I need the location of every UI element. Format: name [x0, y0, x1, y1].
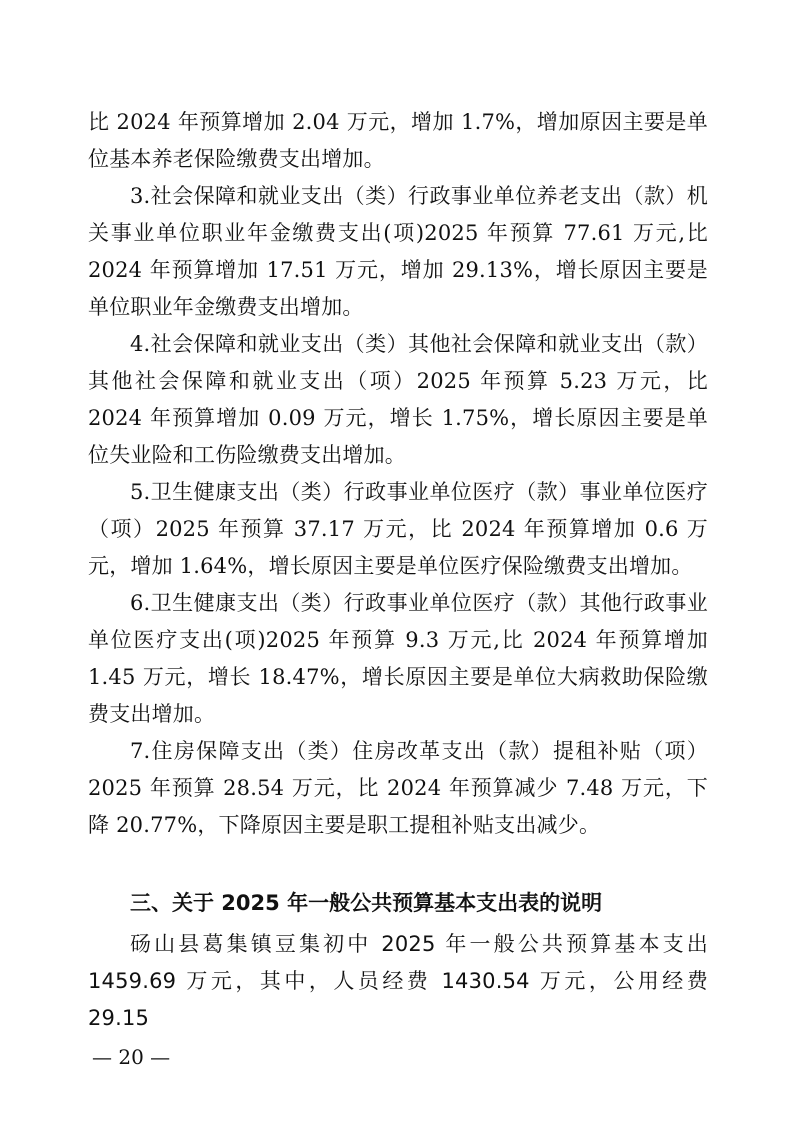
paragraph-housing-subsidy: 7.住房保障支出（类）住房改革支出（款）提租补贴（项）2025 年预算 28.54 万元，比 2024 年预算减少 7.48 万元，下降 20.77%，下降原因主要是职工提租补贴支出减少。: [88, 739, 708, 837]
paragraph-pension-continuation: 比 2024 年预算增加 2.04 万元，增加 1.7%，增加原因主要是单位基本养老保险缴费支出增加。: [88, 110, 708, 171]
paragraph-public-institution-medical: 5.卫生健康支出（类）行政事业单位医疗（款）事业单位医疗（项）2025 年预算 37.17 万元，比 2024 年预算增加 0.6 万元，增加 1.64%，增长原因主要是单位医疗保险缴费支出增加。: [88, 480, 708, 578]
paragraph-other-social-security: 4.社会保障和就业支出（类）其他社会保障和就业支出（款）其他社会保障和就业支出（项）2025 年预算 5.23 万元，比 2024 年预算增加 0.09 万元，增长 1.75%，增长原因主要是单位失业险和工伤险缴费支出增加。: [88, 332, 709, 467]
section-heading: 三、关于 2025 年一般公共预算基本支出表的说明: [130, 891, 603, 915]
paragraph-other-medical: 6.卫生健康支出（类）行政事业单位医疗（款）其他行政事业单位医疗支出(项)2025 年预算 9.3 万元,比 2024 年预算增加 1.45 万元，增长 18.47%，增长原因主要是单位大病救助保险缴费支出增加。: [88, 591, 708, 726]
page-number: — 20 —: [92, 1045, 171, 1069]
section-paragraph-basic-expenditure: 砀山县葛集镇豆集初中 2025 年一般公共预算基本支出 1459.69 万元，其中，人员经费 1430.54 万元，公用经费 29.15: [88, 932, 708, 1030]
paragraph-occupational-annuity: 3.社会保障和就业支出（类）行政事业单位养老支出（款）机关事业单位职业年金缴费支出(项)2025 年预算 77.61 万元,比 2024 年预算增加 17.51 万元，增加 29.13%，增长原因主要是单位职业年金缴费支出增加。: [88, 184, 708, 319]
